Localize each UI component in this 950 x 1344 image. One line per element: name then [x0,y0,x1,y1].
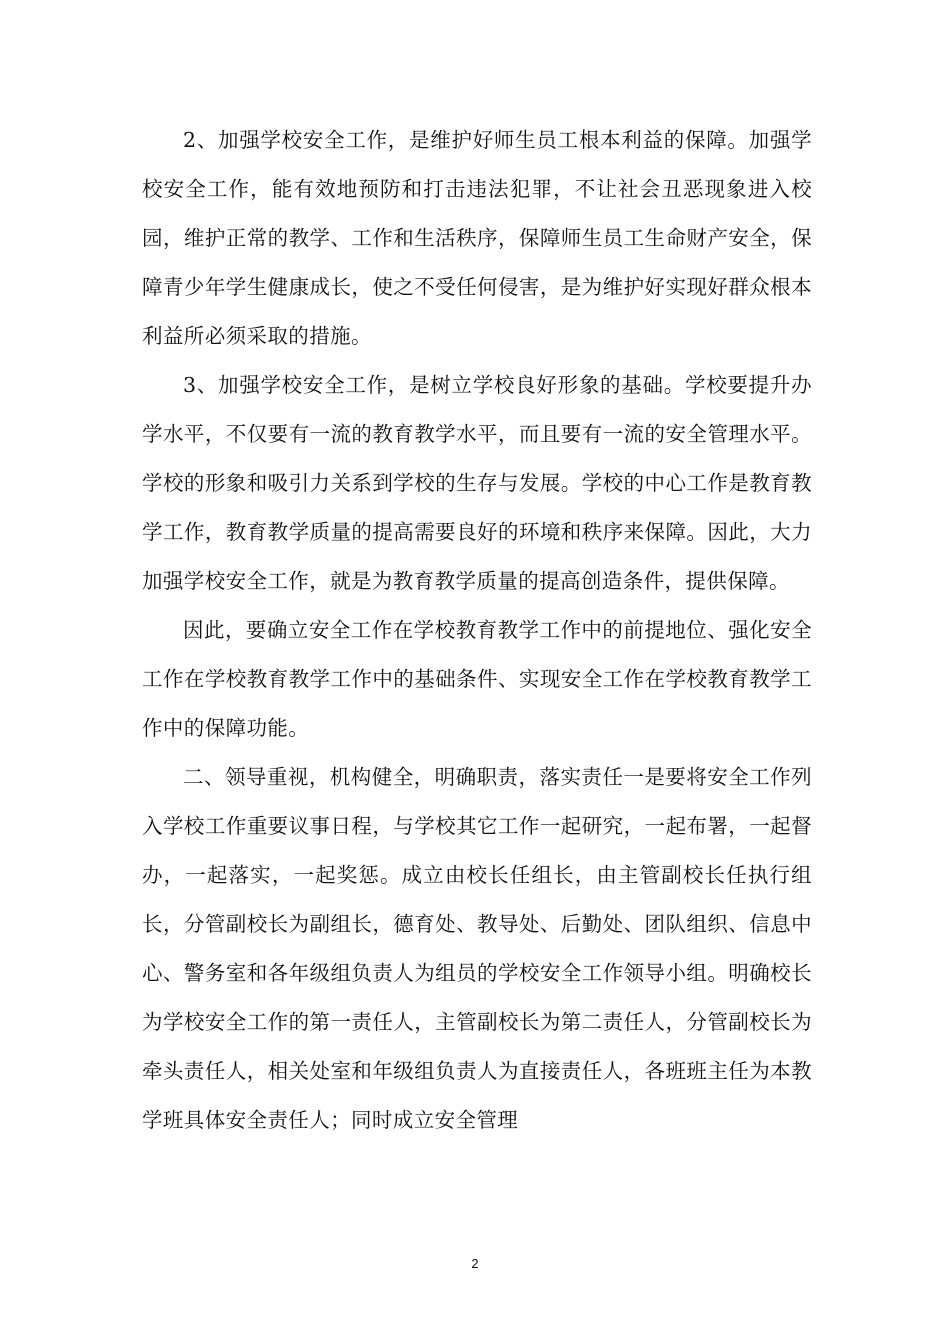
document-body [142,116,812,1145]
paragraph-leadership: 二、领导重视，机构健全，明确职责，落实责任一是要将安全工作列入学校工作重要议事日程，与学校其它工作一起研究，一起布署，一起督办，一起落实，一起奖惩。成立由校长任组长，由主管副校长任执行组长，分管副校长为副组长，德育处、教导处、后勤处、团队组织、信息中心、警务室和各年级组负责人为组员的学校安全工作领导小组。明确校长为学校安全工作的第一责任人，主管副校长为第二责任人，分管副校长为牵头责任人，相关处室和年级组负责人为直接责任人，各班班主任为本教学班具体安全责任人；同时成立安全管理 [142,765,812,1132]
paragraph-school-image: 3、加强学校安全工作，是树立学校良好形象的基础。学校要提升办学水平，不仅要有一流的教育教学水平，而且要有一流的安全管理水平。学校的形象和吸引力关系到学校的生存与发展。学校的中心工作是教育教学工作，教育教学质量的提高需要良好的环境和秩序来保障。因此，大力加强学校安全工作，就是为教育教学质量的提高创造条件，提供保障。 [142,373,812,593]
paragraph-conclusion: 因此，要确立安全工作在学校教育教学工作中的前提地位、强化安全工作在学校教育教学工作中的基础条件、实现安全工作在学校教育教学工作中的保障功能。 [142,618,812,740]
paragraph-school-safety-interests: 2、加强学校安全工作，是维护好师生员工根本利益的保障。加强学校安全工作，能有效地预防和打击违法犯罪，不让社会丑恶现象进入校园，维护正常的教学、工作和生活秩序，保障师生员工生命财产安全，保障青少年学生健康成长，使之不受任何侵害，是为维护好实现好群众根本利益所必须采取的措施。 [142,128,812,348]
page-number: 2 [471,1256,479,1271]
